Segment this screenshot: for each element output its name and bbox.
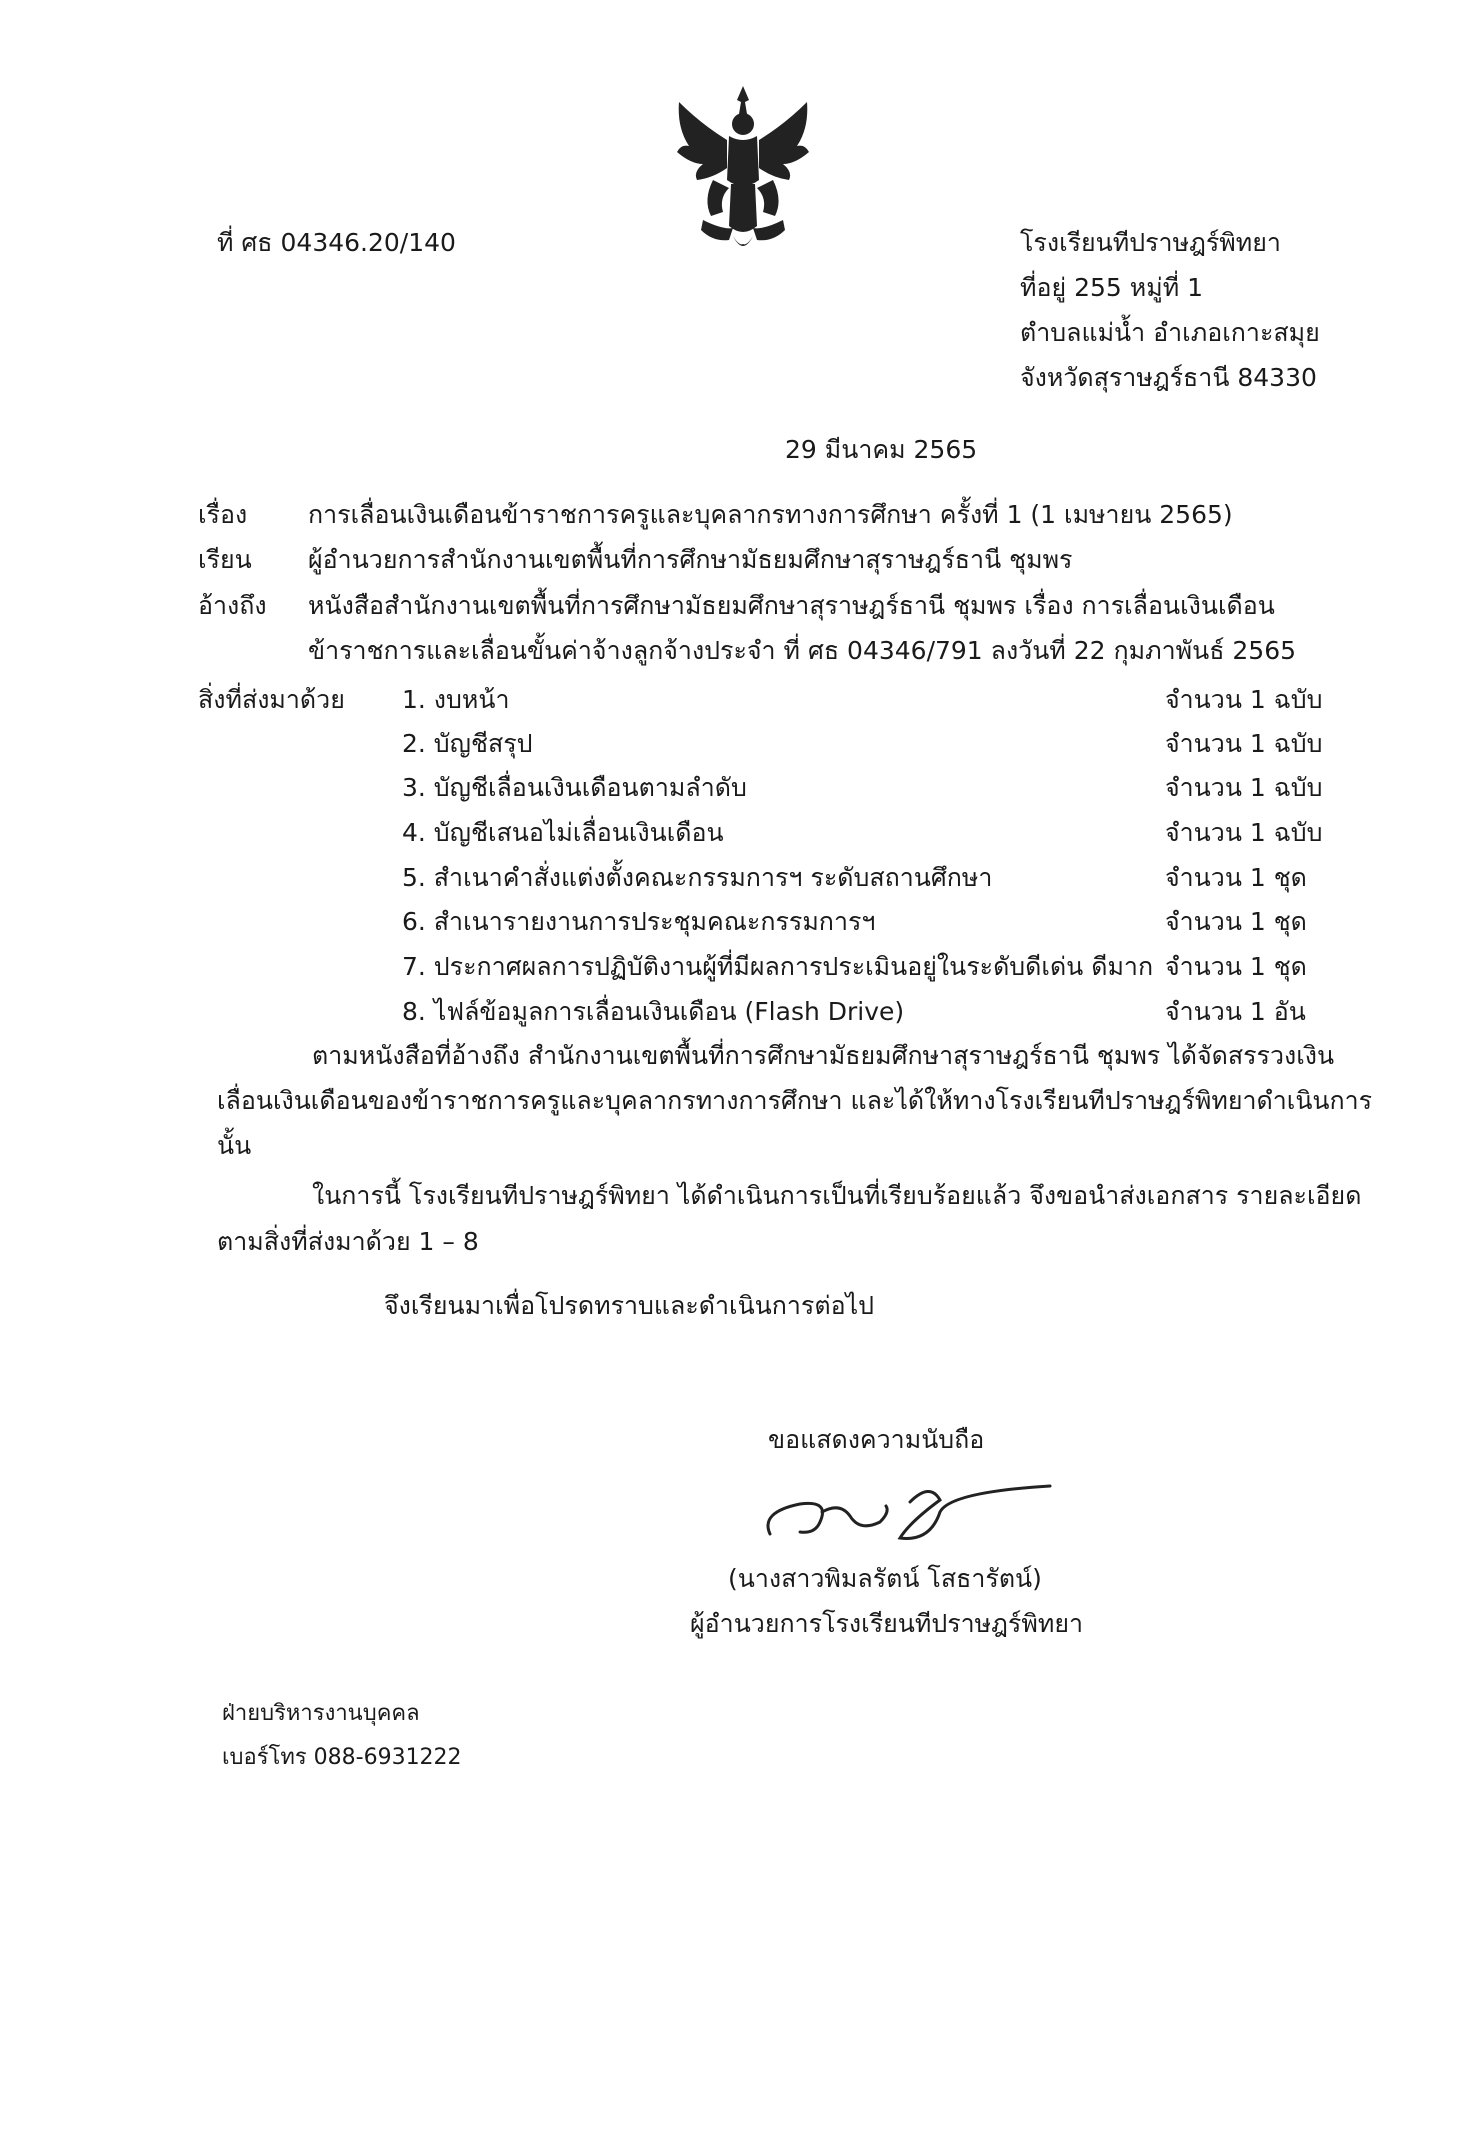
body-paragraph-line: นั้น	[217, 1131, 252, 1160]
footer-phone: เบอร์โทร 088-6931222	[222, 1745, 462, 1770]
signature-icon	[760, 1472, 1060, 1552]
enclosure-item: 3. บัญชีเลื่อนเงินเดือนตามลำดับ	[402, 773, 747, 802]
enclosure-quantity: จำนวน 1 ฉบับ	[1165, 729, 1323, 758]
sender-organization: โรงเรียนทีปราษฎร์พิทยา	[1020, 228, 1281, 257]
body-paragraph-line: ตามหนังสือที่อ้างถึง สำนักงานเขตพื้นที่การศึกษามัธยมศึกษาสุราษฎร์ธานี ชุมพร ได้จัดสรรวงเงิน	[312, 1041, 1335, 1070]
subject-row	[198, 499, 1233, 530]
body-paragraph-line: ตามสิ่งที่ส่งมาด้วย 1 – 8	[217, 1227, 479, 1256]
reference-row	[198, 590, 1275, 621]
garuda-emblem	[673, 80, 813, 258]
enclosure-item: 4. บัญชีเสนอไม่เลื่อนเงินเดือน	[402, 818, 724, 847]
enclosure-quantity: จำนวน 1 ชุด	[1165, 907, 1307, 936]
letter-date: 29 มีนาคม 2565	[785, 435, 978, 464]
enclosure-item: 2. บัญชีสรุป	[402, 729, 533, 758]
subject-text: การเลื่อนเงินเดือนข้าราชการครูและบุคลากรทางการศึกษา ครั้งที่ 1 (1 เมษายน 2565)	[308, 500, 1233, 529]
enclosure-item: 1. งบหน้า	[402, 685, 510, 714]
signer-title: ผู้อำนวยการโรงเรียนทีปราษฎร์พิทยา	[690, 1609, 1084, 1638]
recipient-row	[198, 544, 1072, 575]
reference-label: อ้างถึง	[198, 591, 267, 620]
enclosure-item: 8. ไฟล์ข้อมูลการเลื่อนเงินเดือน (Flash Drive)	[402, 997, 905, 1026]
garuda-emblem-icon	[673, 80, 813, 258]
reference-text-continued: ข้าราชการและเลื่อนขั้นค่าจ้างลูกจ้างประจำ ที่ ศธ 04346/791 ลงวันที่ 22 กุมภาพันธ์ 2565	[308, 636, 1297, 665]
sender-address-block	[1020, 227, 1320, 407]
enclosure-quantity: จำนวน 1 ฉบับ	[1165, 773, 1323, 802]
sender-address-line: จังหวัดสุราษฎร์ธานี 84330	[1020, 363, 1317, 392]
subject-label: เรื่อง	[198, 500, 248, 529]
enclosure-item: 7. ประกาศผลการปฏิบัติงานผู้ที่มีผลการประเมินอยู่ในระดับดีเด่น ดีมาก	[402, 952, 1154, 981]
recipient-text: ผู้อำนวยการสำนักงานเขตพื้นที่การศึกษามัธยมศึกษาสุราษฎร์ธานี ชุมพร	[308, 545, 1073, 574]
closing-request: จึงเรียนมาเพื่อโปรดทราบและดำเนินการต่อไป	[384, 1291, 875, 1320]
sender-address-line: ตำบลแม่น้ำ อำเภอเกาะสมุย	[1020, 318, 1320, 347]
signer-name: (นางสาวพิมลรัตน์ โสธารัตน์)	[728, 1564, 1042, 1593]
enclosure-quantity: จำนวน 1 ฉบับ	[1165, 818, 1323, 847]
body-paragraph-line: ในการนี้ โรงเรียนทีปราษฎร์พิทยา ได้ดำเนินการเป็นที่เรียบร้อยแล้ว จึงขอนำส่งเอกสาร รายละเอียด	[312, 1181, 1362, 1210]
body-paragraph-line: เลื่อนเงินเดือนของข้าราชการครูและบุคลากรทางการศึกษา และได้ให้ทางโรงเรียนทีปราษฎร์พิทยาดำเนินการ	[217, 1086, 1373, 1115]
enclosure-quantity: จำนวน 1 ชุด	[1165, 863, 1307, 892]
enclosure-item: 6. สำเนารายงานการประชุมคณะกรรมการฯ	[402, 907, 876, 936]
enclosure-quantity: จำนวน 1 ฉบับ	[1165, 685, 1323, 714]
reference-text: หนังสือสำนักงานเขตพื้นที่การศึกษามัธยมศึกษาสุราษฎร์ธานี ชุมพร เรื่อง การเลื่อนเงินเดือน	[308, 591, 1275, 620]
enclosure-quantity: จำนวน 1 อัน	[1165, 997, 1306, 1026]
enclosures-label: สิ่งที่ส่งมาด้วย	[198, 685, 345, 714]
enclosure-quantity: จำนวน 1 ชุด	[1165, 952, 1307, 981]
recipient-label: เรียน	[198, 545, 252, 574]
document-reference-number: ที่ ศธ 04346.20/140	[217, 228, 456, 257]
closing-salutation: ขอแสดงความนับถือ	[768, 1425, 985, 1454]
enclosure-item: 5. สำเนาคำสั่งแต่งตั้งคณะกรรมการฯ ระดับสถานศึกษา	[402, 863, 993, 892]
sender-address-line: ที่อยู่ 255 หมู่ที่ 1	[1020, 273, 1204, 302]
footer-department: ฝ่ายบริหารงานบุคคล	[222, 1701, 420, 1726]
signature	[760, 1472, 1060, 1552]
